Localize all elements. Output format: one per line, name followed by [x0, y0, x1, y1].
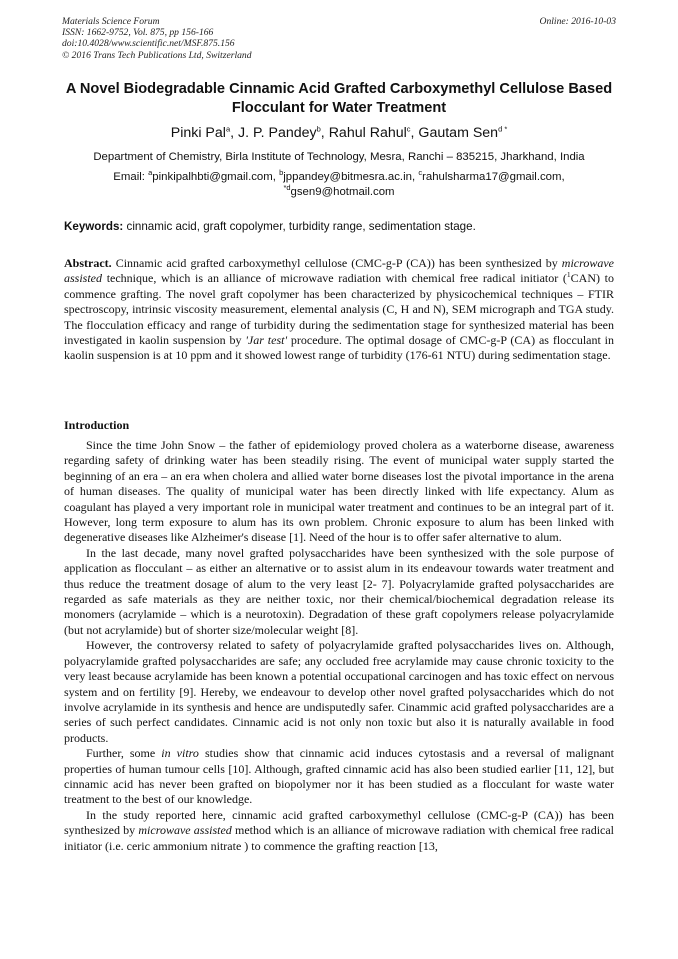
- email-block: [70, 170, 608, 200]
- keywords-text: cinnamic acid, graft copolymer, turbidity range, sedimentation stage.: [126, 220, 476, 233]
- online-date: Online: 2016-10-03: [539, 16, 616, 27]
- author-name: Pinki Pal: [170, 125, 226, 141]
- author-list: Pinki Pal$^a$, J. P. Pandey$^b$, Rahul Rahul$^c$, Gautam Sen$^{d *}$: [170, 124, 508, 141]
- paper-title: A Novel Biodegradable Cinnamic Acid Grafted Carboxymethyl Cellulose Based Flocculant for Water Treatment: [65, 81, 613, 116]
- email-label: Email:: [113, 171, 145, 183]
- abstract-text: procedure. The optimal dosage of CMC-g-P (CA) as flocculant in kaolin suspension is at 10 ppm and it showed lowest range of turbidity (176-61 NTU) during sedimentation stage.: [64, 333, 615, 363]
- text-run: Further, some: [86, 746, 156, 761]
- paragraph: [64, 746, 614, 808]
- paragraph: However, the controversy related to safety of polyacrylamide grafted polysaccharides lives on. Although, polyacrylamide grafted polysaccharides are safe; any occluded free acrylamide may cause chronic toxicity to the very least because acrylamide has been known a potential occupational carcinogen and has toxic effect on nervous system and on fertility [9]. Hereby, we endeavour to develop other novel grafted polysaccharides which do not involve acrylamide in its synthesis and hence are undisputedly safer. Cinammic acid grafted polysaccharides are a series of such perfect candidates. Cinnamic acid is not only non toxic but also it is naturally available in food products.: [64, 638, 614, 745]
- email-link[interactable]: jppandey@bitmesra.ac.in,: [283, 171, 416, 183]
- email-link[interactable]: pinkipalhbti@gmail.com,: [152, 171, 276, 183]
- author-name: Rahul Rahul: [328, 125, 407, 141]
- text-run: In the study reported here, cinnamic acid grafted carboxymethyl cellulose (CMC-g-P (CA)) has been synthesized by: [64, 807, 614, 838]
- journal-name: Materials Science Forum: [62, 16, 160, 27]
- issn-line: ISSN: 1662-9752, Vol. 875, pp 156-166: [62, 27, 214, 39]
- abstract-text: Cinnamic acid grafted carboxymethyl cellulose (CMC-g-P (CA)) has been synthesized by: [115, 256, 558, 270]
- email-mark: b: [279, 168, 284, 178]
- keywords-label: Keywords:: [64, 220, 124, 233]
- paragraph: Since the time John Snow – the father of epidemiology proved cholera as a waterborne disease, awareness regarding safety of drinking water has been steadily rising. The event of municipal water supply started the beginning of an era – an era when cholera and allied water borne diseases lost the pivotal importance in the arena of human diseases. The quality of municipal water has been directly linked with life expectancy. Alum as coagulant has played a very important role in municipal water treatment and continues to be an integral part of it. However, long term exposure to alum has its own problem. Chronic exposure to alum has been linked with degenerative diseases like Alzheimer's disease [1]. Need of the hour is to offer safer alternative to alum.: [64, 438, 614, 545]
- author-mark: a: [225, 124, 231, 134]
- introduction-body: [64, 438, 614, 854]
- email-mark: a: [148, 168, 153, 178]
- paragraph: In the last decade, many novel grafted polysaccharides have been synthesized with the sole purpose of application as flocculant – as either an alternative or to assist alum in its endeavour towards water treatment and thus reduce the treatment dosage of alum to the very least [2- 7]. Polyacrylamide grafted polysaccharides are regarded as safe materials as they are neither toxic, nor their chemical/biochemical degradation release its monomers (acrylamide – which is a neurotoxin). Degradation of these graft copolymers release polyacrylamide (but not acrylamide) but of shorter size/molecular weight [8].: [64, 545, 614, 637]
- abstract-label: Abstract.: [64, 256, 112, 270]
- copyright-line: © 2016 Trans Tech Publications Ltd, Switzerland: [62, 49, 252, 61]
- email-link[interactable]: gsen9@hotmail.com: [290, 186, 395, 198]
- italic-run: microwave assisted: [138, 823, 232, 838]
- author-mark: c: [406, 124, 411, 134]
- paragraph: [64, 808, 614, 854]
- email-link[interactable]: rahulsharma17@gmail.com,: [422, 171, 565, 183]
- abstract-italic: 'Jar test': [245, 333, 288, 348]
- author-name: J. P. Pandey: [238, 125, 317, 141]
- text-run: studies show that cinnamic acid induces cytostasis and a reversal of malignant properties of human tumour cells [10]. Although, grafted cinnamic acid has also been studied earlier [11, 12], but cinnamic acid has never been grafted on biopolymer nor it has been studied as a flocculant for waste water treatment to the best of our knowledge.: [64, 746, 615, 807]
- section-heading-introduction: Introduction: [64, 418, 130, 432]
- journal-header: [62, 16, 616, 61]
- abstract-italic: microwave assisted: [64, 256, 615, 286]
- abstract: [64, 256, 614, 364]
- email-mark: *d: [283, 183, 291, 193]
- italic-run: in vitro: [161, 746, 199, 761]
- affiliation: Department of Chemistry, Birla Institute of Technology, Mesra, Ranchi – 835215, Jharkhand, India: [93, 151, 585, 163]
- author-mark: d *: [498, 124, 508, 134]
- keywords: [64, 220, 624, 234]
- author-name: Gautam Sen: [418, 125, 499, 141]
- abstract-sup: 1: [566, 270, 571, 280]
- text-run: method which is an alliance of microwave radiation with chemical free radical initiator (i.e. ceric ammonium nitrate ) to commence the grafting reaction [13,: [64, 823, 615, 853]
- doi-line: doi:10.4028/www.scientific.net/MSF.875.156: [62, 38, 235, 50]
- abstract-text: technique, which is an alliance of microwave radiation with chemical free radical initiator (: [106, 271, 567, 286]
- author-mark: b: [316, 124, 321, 134]
- email-mark: c: [418, 168, 423, 178]
- abstract-text: CAN) to commence grafting. The novel graft copolymer has been characterized by physicochemical techniques – FTIR spectroscopy, intrinsic viscosity measurement, elemental analysis (C, H and N), SEM micrograph and TGA study. The flocculation efficacy and range of turbidity during the sedimentation stage for synthesized material has been investigated in kaolin suspension by: [64, 271, 614, 348]
